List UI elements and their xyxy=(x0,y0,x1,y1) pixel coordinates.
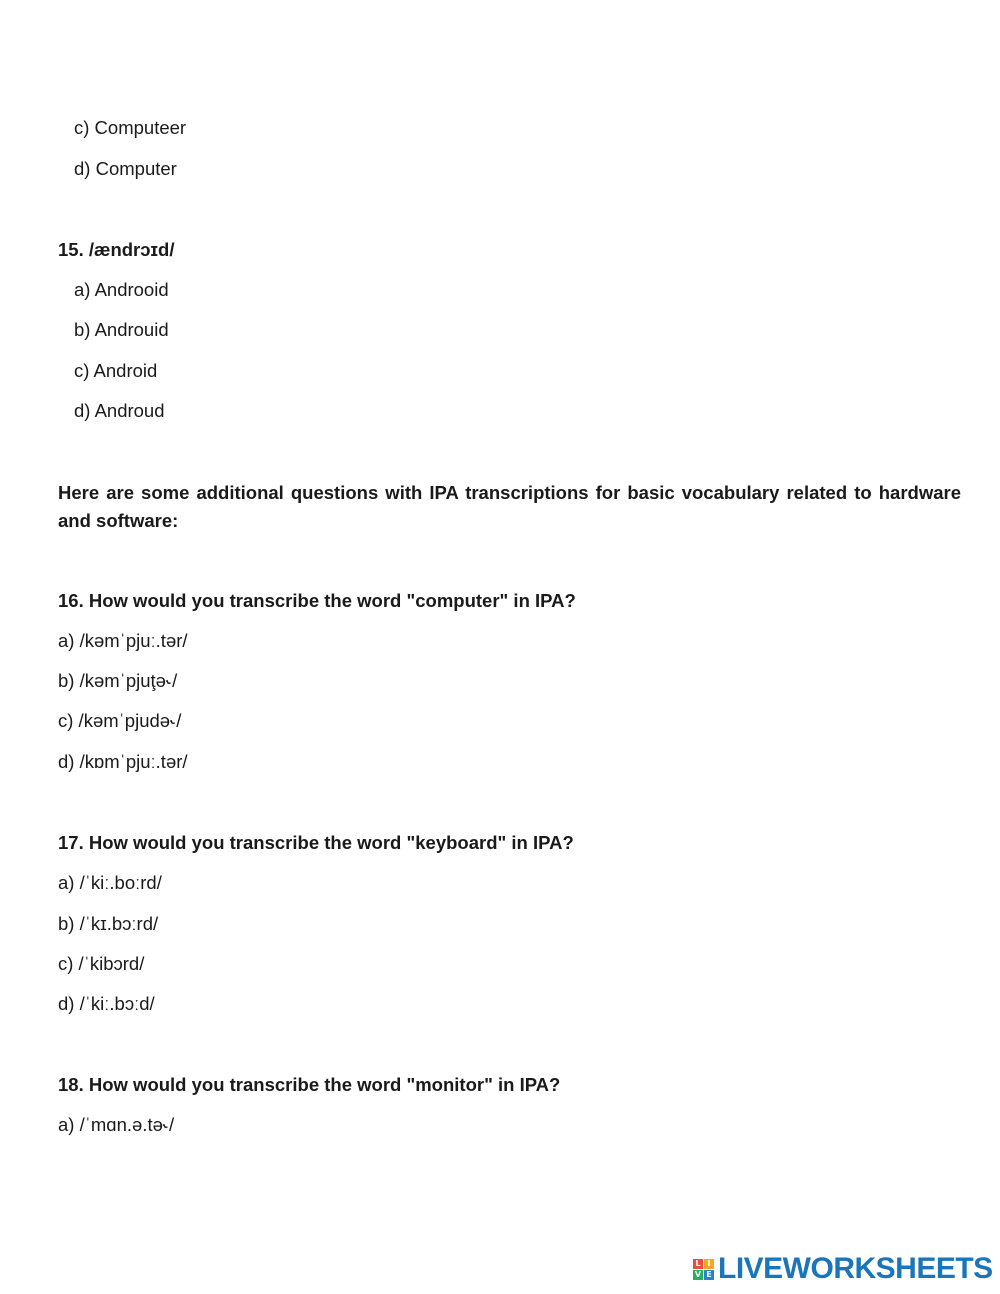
q14-option-c: c) Computeer xyxy=(74,117,187,138)
liveworksheets-logo-mark xyxy=(693,1259,714,1280)
q16-option-d: d) /kɒmˈpjuː.tər/ xyxy=(58,751,188,772)
q15-option-a: a) Androoid xyxy=(74,279,169,300)
q15-question: 15. /ændrɔɪd/ xyxy=(58,239,175,260)
intro-paragraph: Here are some additional questions with IPA transcriptions for basic vocabulary related to hardware and software: xyxy=(58,482,961,531)
q16-option-c: c) /kəmˈpjudə˞/ xyxy=(58,710,182,731)
q17-question: 17. How would you transcribe the word "keyboard" in IPA? xyxy=(58,832,574,853)
q17-option-a: a) /ˈkiː.boːrd/ xyxy=(58,872,162,893)
liveworksheets-logo xyxy=(693,1252,993,1286)
q15-option-b: b) Androuid xyxy=(74,319,169,340)
q16-option-a: a) /kəmˈpjuː.tər/ xyxy=(58,630,188,651)
q14-option-d: d) Computer xyxy=(74,158,177,179)
logo-mark-l: L xyxy=(693,1259,703,1269)
q15-option-d: d) Androud xyxy=(74,400,165,421)
logo-mark-e: E xyxy=(704,1270,714,1280)
q17-option-c: c) /ˈkibɔrd/ xyxy=(58,953,145,974)
q15-option-c: c) Android xyxy=(74,360,158,381)
liveworksheets-logo-text: LIVEWORKSHEETS xyxy=(718,1252,993,1285)
q18-question: 18. How would you transcribe the word "monitor" in IPA? xyxy=(58,1074,561,1095)
q17-option-b: b) /ˈkɪ.bɔːrd/ xyxy=(58,913,159,934)
q17-option-d: d) /ˈkiː.bɔːd/ xyxy=(58,993,155,1014)
logo-mark-v: V xyxy=(694,1269,702,1279)
q18-option-a: a) /ˈmɑn.ə.tə˞/ xyxy=(58,1114,175,1135)
q16-question: 16. How would you transcribe the word "computer" in IPA? xyxy=(58,590,576,611)
q16-option-b: b) /kəmˈpjuţə˞/ xyxy=(58,670,178,691)
logo-mark-i: I xyxy=(704,1259,714,1269)
